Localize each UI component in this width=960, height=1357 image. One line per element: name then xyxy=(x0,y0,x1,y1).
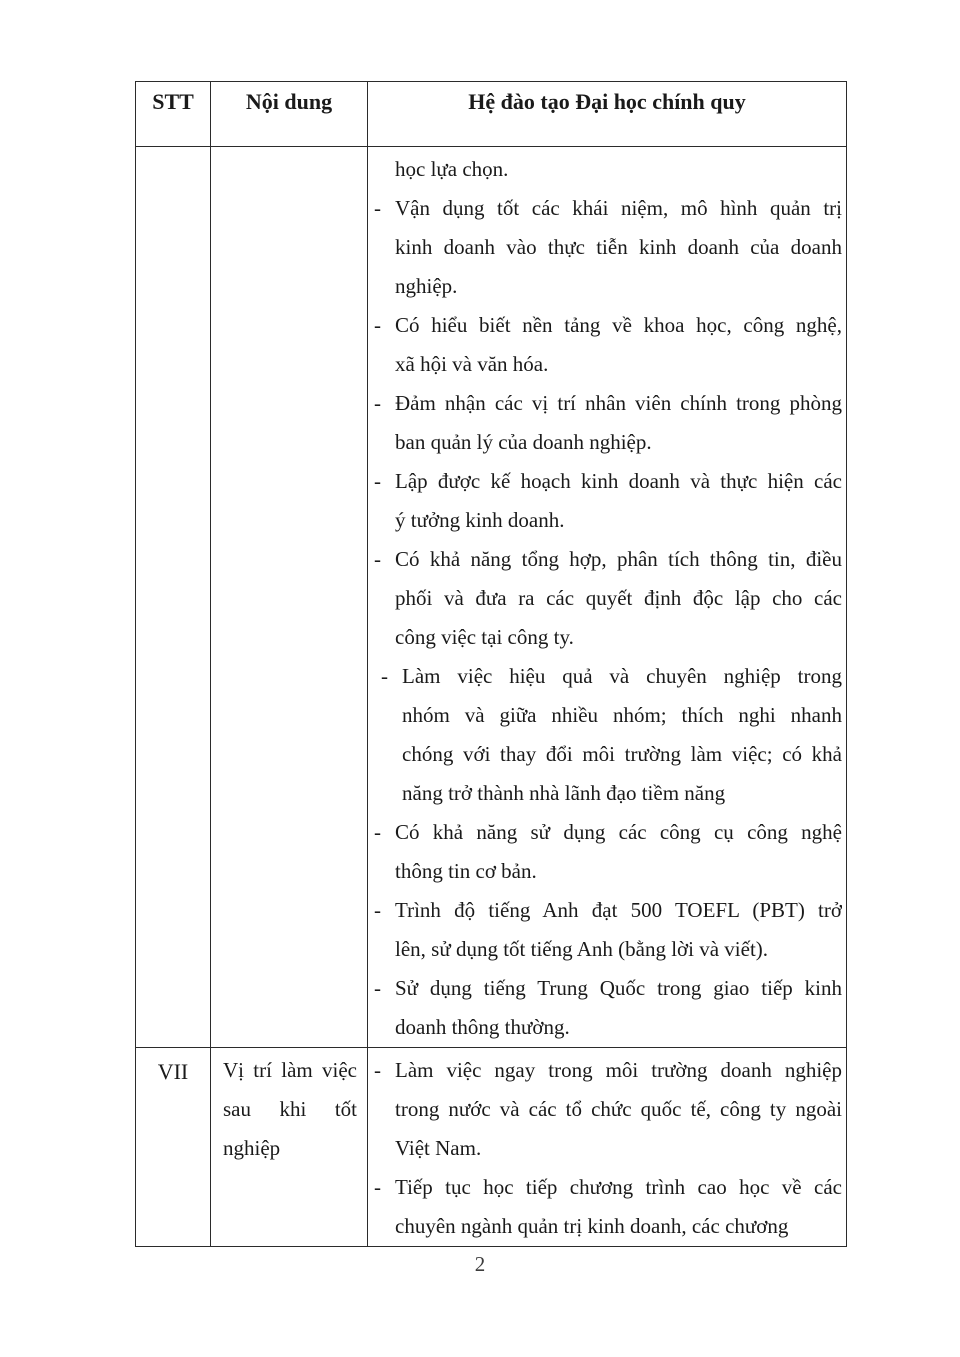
bullet-dash xyxy=(374,150,395,189)
text-line: Đảm nhận các vị trí nhân viên chính trong phòng xyxy=(395,391,842,415)
bullet-item xyxy=(374,189,842,306)
bullet-text xyxy=(395,189,842,306)
bullet-dash: - xyxy=(374,898,381,922)
text-line: Tiếp tục học tiếp chương trình cao học về các xyxy=(395,1175,842,1199)
text-line: chóng với thay đổi môi trường làm việc; có khả xyxy=(402,742,842,766)
stt-cell-vii: VII xyxy=(136,1048,211,1247)
text-line: Việt Nam. xyxy=(395,1136,482,1160)
bullet-item xyxy=(374,306,842,384)
bullet-text xyxy=(395,891,842,969)
bullet-dash: - xyxy=(374,469,381,493)
text-line: Lập được kế hoạch kinh doanh và thực hiện các xyxy=(395,469,842,493)
header-stt: STT xyxy=(136,82,211,147)
bullet-text xyxy=(395,540,842,657)
content-cell-continuation xyxy=(368,147,847,1048)
bullet-dash: - xyxy=(374,1058,381,1082)
bullet-item xyxy=(374,1051,842,1168)
bullet-text xyxy=(395,813,842,891)
text-line: Làm việc ngay trong môi trường doanh nghiệp xyxy=(395,1058,842,1082)
text-line: chuyên ngành quản trị kinh doanh, các chương xyxy=(395,1214,789,1238)
text-line: Sử dụng tiếng Trung Quốc trong giao tiếp kinh xyxy=(395,976,842,1000)
text-line: xã hội và văn hóa. xyxy=(395,352,549,376)
text-line: Làm việc hiệu quả và chuyên nghiệp trong xyxy=(402,664,842,688)
bullet-item xyxy=(374,891,842,969)
table-header-row xyxy=(136,82,847,147)
text-line: doanh thông thường. xyxy=(395,1015,570,1039)
text-line: năng trở thành nhà lãnh đạo tiềm năng xyxy=(402,781,726,805)
table-row xyxy=(136,147,847,1048)
text-line: Có hiểu biết nền tảng về khoa học, công nghệ, xyxy=(395,313,842,337)
bullet-text xyxy=(395,969,842,1047)
bullet-item xyxy=(374,657,842,813)
bullet-dash: - xyxy=(374,391,381,415)
stt-cell-empty xyxy=(136,147,211,1048)
text-line: phối và đưa ra các quyết định độc lập cho các xyxy=(395,586,842,610)
bullet-text xyxy=(395,1168,842,1246)
text-line: trong nước và các tổ chức quốc tế, công ty ngoài xyxy=(395,1097,842,1121)
bullet-item xyxy=(374,540,842,657)
bullet-dash: - xyxy=(374,313,381,337)
text-line: nghiệp. xyxy=(395,274,458,298)
text-line: Trình độ tiếng Anh đạt 500 TOEFL (PBT) trở xyxy=(395,898,842,922)
header-he-dao-tao: Hệ đào tạo Đại học chính quy xyxy=(368,82,847,147)
page-number: 2 xyxy=(474,1252,486,1276)
bullet-text xyxy=(395,384,842,462)
text-line: nhóm và giữa nhiều nhóm; thích nghi nhanh xyxy=(402,703,842,727)
bullet-dash: - xyxy=(374,547,381,571)
bullet-text xyxy=(395,306,842,384)
noi-dung-cell-vii xyxy=(211,1048,368,1247)
bullet-text xyxy=(402,657,842,813)
bullet-text xyxy=(395,1051,842,1168)
text-line: thông tin cơ bản. xyxy=(395,859,537,883)
bullet-item xyxy=(374,969,842,1047)
curriculum-table xyxy=(135,81,847,1247)
text-line: lên, sử dụng tốt tiếng Anh (bằng lời và viết). xyxy=(395,937,769,961)
bullet-dash: - xyxy=(374,1175,381,1199)
text-line: Vận dụng tốt các khái niệm, mô hình quản trị xyxy=(395,196,842,220)
bullet-dash: - xyxy=(374,820,381,844)
bullet-dash: - xyxy=(381,664,388,688)
bullet-item xyxy=(374,384,842,462)
text-line: công việc tại công ty. xyxy=(395,625,574,649)
bullet-dash: - xyxy=(374,976,381,1000)
table-row xyxy=(136,1048,847,1247)
bullet-text xyxy=(395,150,842,189)
text-line: Có khả năng sử dụng các công cụ công nghệ xyxy=(395,820,842,844)
bullet-dash: - xyxy=(374,196,381,220)
noi-dung-cell-empty xyxy=(211,147,368,1048)
bullet-item xyxy=(374,1168,842,1246)
text-line: học lựa chọn. xyxy=(395,157,509,181)
bullet-item xyxy=(374,150,842,189)
text-line: ý tưởng kinh doanh. xyxy=(395,508,565,532)
text-line: nghiệp xyxy=(223,1136,281,1160)
text-line: ban quản lý của doanh nghiệp. xyxy=(395,430,652,454)
bullet-item xyxy=(374,813,842,891)
content-cell-vii xyxy=(368,1048,847,1247)
bullet-item xyxy=(374,462,842,540)
bullet-text xyxy=(395,462,842,540)
header-noi-dung: Nội dung xyxy=(211,82,368,147)
text-line: kinh doanh vào thực tiễn kinh doanh của doanh xyxy=(395,235,842,259)
text-line: Có khả năng tổng hợp, phân tích thông tin, điều xyxy=(395,547,842,571)
text-line: Vị trí làm việc xyxy=(223,1058,357,1082)
text-line: sau khi tốt xyxy=(223,1097,357,1121)
